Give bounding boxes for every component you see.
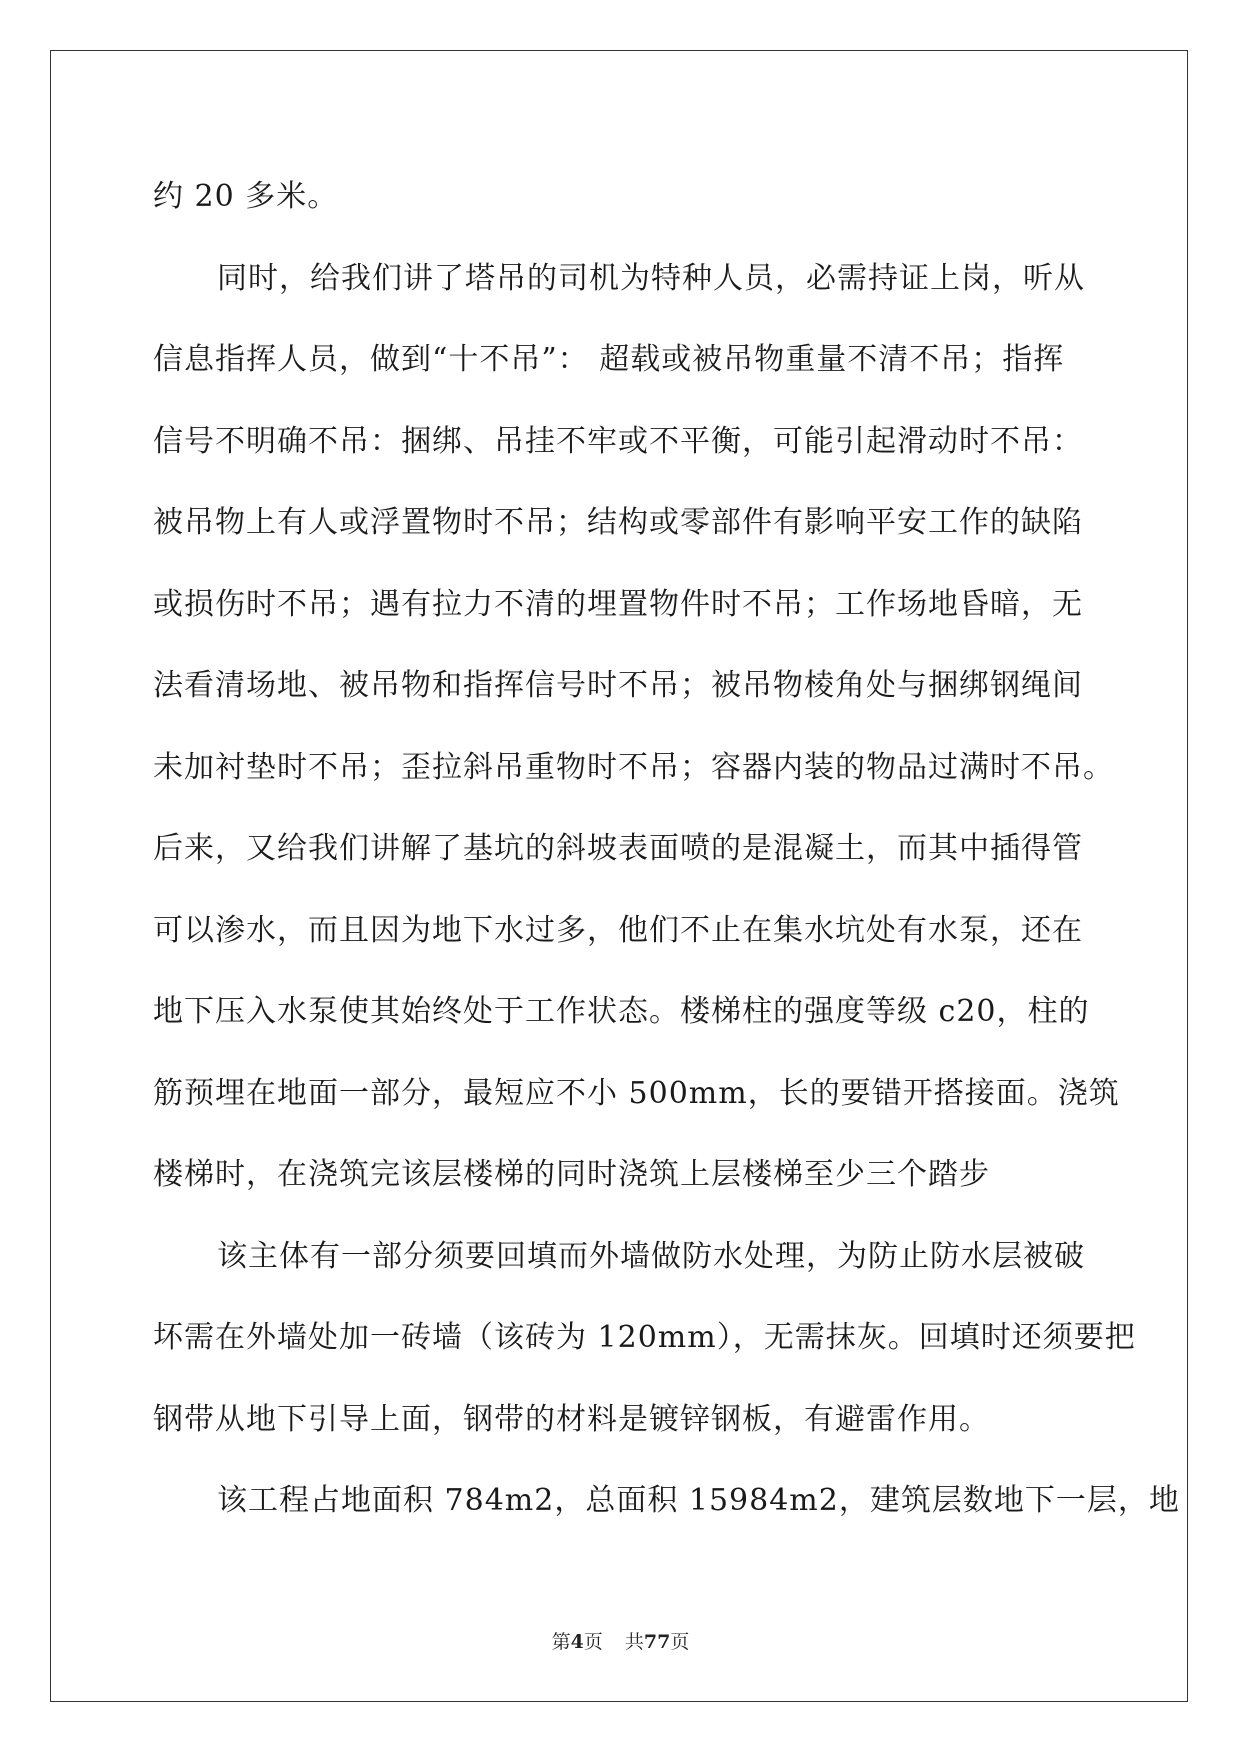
text-line: 或损伤时不吊；遇有拉力不清的埋置物件时不吊；工作场地昏暗，无 [153,586,1083,622]
text-line: 楼梯时，在浇筑完该层楼梯的同时浇筑上层楼梯至少三个踏步 [153,1157,990,1192]
paragraph-start-line: 该主体有一部分须要回填而外墙做防水处理，为防止防水层被破 [217,1238,1085,1274]
text-line: 钢带从地下引导上面，钢带的材料是镀锌钢板，有避雷作用。 [153,1401,990,1437]
total-prefix: 共 [624,1631,644,1653]
page-prefix: 第 [551,1631,571,1653]
text-line: 可以渗水，而且因为地下水过多，他们不止在集水坑处有水泵，还在 [153,912,1083,948]
page-suffix: 页 [583,1631,603,1653]
page-number: 4 [570,1631,584,1653]
text-line: 后来，又给我们讲解了基坑的斜坡表面喷的是混凝土，而其中插得管 [153,831,1083,866]
text-line: 坏需在外墙处加一砖墙（该砖为 120mm），无需抹灰。回填时还须要把 [153,1320,1136,1355]
text-line: 未加衬垫时不吊；歪拉斜吊重物时不吊；容器内装的物品过满时不吊。 [153,749,1114,785]
total-suffix: 页 [670,1631,690,1653]
text-line: 筋预埋在地面一部分，最短应不小 500mm，长的要错开搭接面。浇筑 [153,1075,1120,1111]
text-line: 法看清场地、被吊物和指挥信号时不吊；被吊物棱角处与捆绑钢绳间 [153,668,1083,703]
text-line: 地下压入水泵使其始终处于工作状态。楼梯柱的强度等级 c20，柱的 [153,994,1090,1029]
document-body [153,156,1180,1542]
total-pages: 77 [643,1631,671,1653]
paragraph-start-line: 该工程占地面积 784m2，总面积 15984m2，建筑层数地下一层，地 [217,1483,1180,1518]
text-line: 信息指挥人员，做到“十不吊”： 超载或被吊物重量不清不吊；指挥 [153,342,1065,377]
paragraph-start-line: 同时，给我们讲了塔吊的司机为特种人员，必需持证上岗，听从 [217,260,1085,296]
text-line: 被吊物上有人或浮置物时不吊；结构或零部件有影响平安工作的缺陷 [153,505,1083,540]
text-line: 约 20 多米。 [153,179,339,214]
page-footer [0,1627,1241,1654]
text-line: 信号不明确不吊：捆绑、吊挂不牢或不平衡，可能引起滑动时不吊： [153,423,1083,459]
